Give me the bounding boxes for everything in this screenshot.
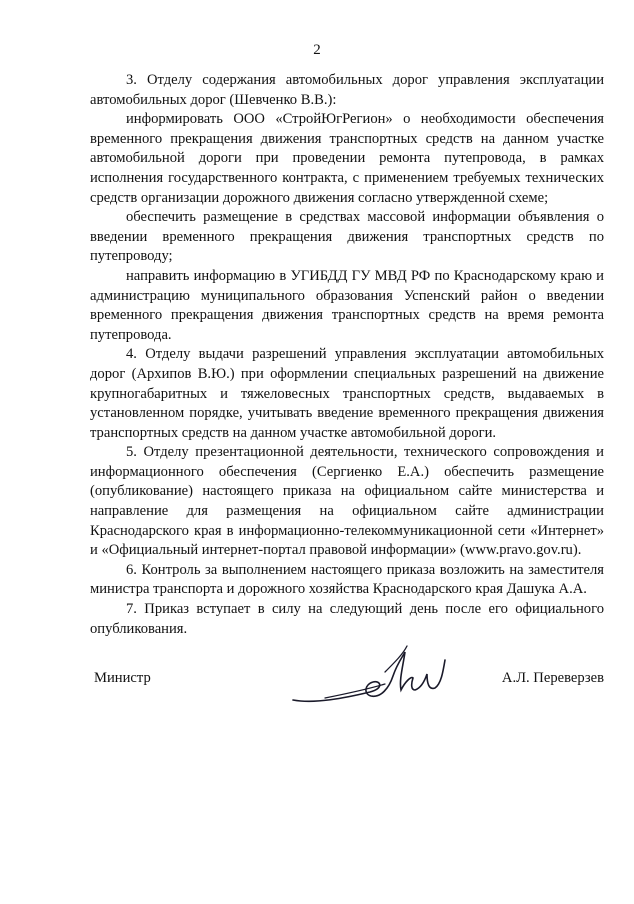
paragraph-3-item-1: информировать ООО «СтройЮгРегион» о необходимости обеспечения временного прекращения движения транспортных средств на данном участке автомобильной дороги при проведении ремонта путепровода, в рамках исполнения государственного контракта, с применением требуемых технических средств организации дорожного движения согласно утвержденной схеме; <box>90 111 604 206</box>
signatory-name: А.Л. Переверзев <box>501 670 604 686</box>
paragraph-5: 5. Отделу презентационной деятельности, технического сопровождения и информационного обеспечения (Сергиенко Е.А.) обеспечить размещение (опубликование) настоящего приказа на официальном сайте министерства и направление для размещения на официальном сайте администрации Краснодарского края в информационно-телекоммуникационной сети «Интернет» и «Официальный интернет-портал правовой информации» (www.pravo.gov.ru). <box>90 444 604 559</box>
paragraph-4: 4. Отделу выдачи разрешений управления эксплуатации автомобильных дорог (Архипов В.Ю.) при оформлении специальных разрешений на движение крупногабаритных и тяжеловесных транспортных средств, выдаваемых в установленном порядке, учитывать введение временного прекращения движения транспортных средств на данном участке автомобильной дороги. <box>90 346 604 441</box>
paragraph-3-item-2: обеспечить размещение в средствах массовой информации объявления о введении временного прекращения движения транспортных средств по путепроводу; <box>90 209 604 265</box>
handwritten-signature <box>285 632 460 712</box>
paragraph-3-item-3: направить информацию в УГИБДД ГУ МВД РФ по Краснодарскому краю и администрацию муниципального образования Успенский район о введении временного прекращения движения транспортных средств на время ремонта путепровода. <box>90 267 604 343</box>
document-body <box>90 71 604 639</box>
signatory-role: Министр <box>94 670 151 686</box>
signature-block <box>90 662 604 702</box>
paragraph-3: 3. Отделу содержания автомобильных дорог управления эксплуатации автомобильных дорог (Шевченко В.В.): <box>90 72 604 108</box>
paragraph-6: 6. Контроль за выполнением настоящего приказа возложить на заместителя министра транспорта и дорожного хозяйства Краснодарского края Дашука А.А. <box>90 561 604 598</box>
page-number: 2 <box>313 42 321 58</box>
paragraph-7: 7. Приказ вступает в силу на следующий день после его официального опубликования. <box>90 601 604 637</box>
